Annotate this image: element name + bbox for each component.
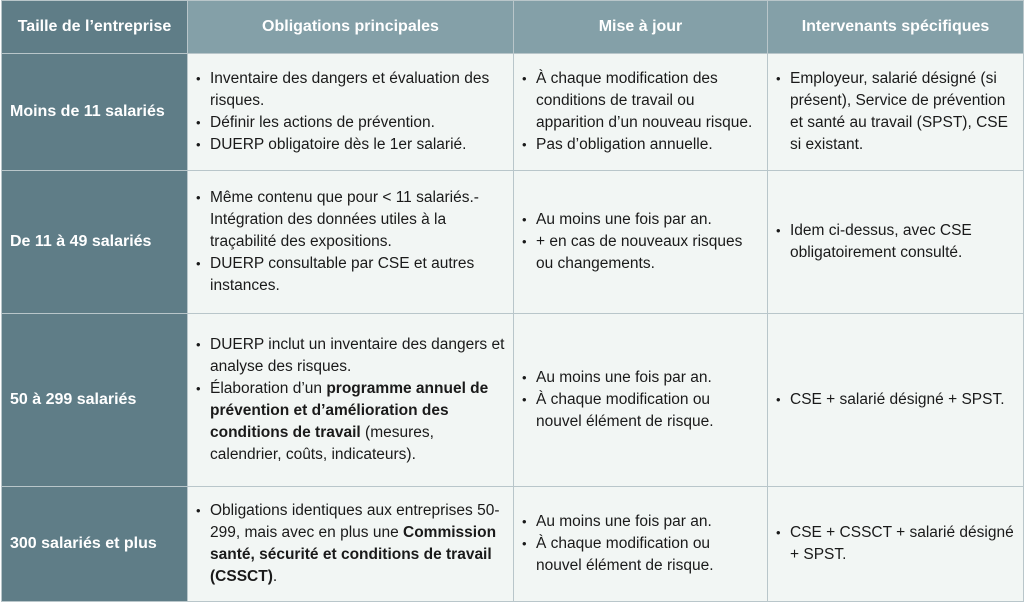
text-segment: . bbox=[272, 568, 278, 585]
cell-obligations bbox=[188, 171, 514, 314]
list-item bbox=[210, 378, 505, 466]
actors-list bbox=[768, 389, 1023, 411]
cell-update bbox=[514, 314, 768, 487]
list-item: • Idem ci-dessus, avec CSE obligatoirement consulté. bbox=[790, 220, 1015, 264]
bold-text: programme annuel de prévention et d’amélioration des conditions de travail bbox=[210, 380, 489, 441]
text-segment: DUERP obligatoire dès le 1er salarié. bbox=[210, 136, 467, 153]
cell-actors bbox=[768, 314, 1024, 487]
list-item bbox=[210, 187, 505, 253]
table-body bbox=[2, 54, 1024, 602]
text-segment: DUERP consultable par CSE et autres instances. bbox=[210, 255, 475, 294]
actors-list bbox=[768, 68, 1023, 156]
cell-actors bbox=[768, 54, 1024, 171]
table-row bbox=[2, 54, 1024, 171]
text-segment: (mesures, calendrier, coûts, indicateurs). bbox=[210, 424, 434, 463]
table-header bbox=[2, 1, 1024, 54]
obligations-list bbox=[188, 500, 513, 588]
text-segment: Définir les actions de prévention. bbox=[210, 114, 435, 131]
list-item: • Au moins une fois par an. bbox=[536, 367, 759, 389]
actors-list bbox=[768, 220, 1023, 264]
list-item bbox=[210, 134, 505, 156]
obligations-list bbox=[188, 68, 513, 156]
header-company-size: Taille de l’entreprise bbox=[2, 1, 188, 54]
table-row bbox=[2, 487, 1024, 602]
list-item bbox=[210, 334, 505, 378]
cell-update bbox=[514, 54, 768, 171]
list-item bbox=[210, 112, 505, 134]
actors-list bbox=[768, 522, 1023, 566]
update-list bbox=[514, 367, 767, 433]
header-specific-actors: Intervenants spécifiques bbox=[768, 1, 1024, 54]
list-item: • Au moins une fois par an. bbox=[536, 511, 759, 533]
obligations-list bbox=[188, 187, 513, 297]
obligations-list bbox=[188, 334, 513, 466]
list-item: • À chaque modification ou nouvel élément de risque. bbox=[536, 389, 759, 433]
update-list bbox=[514, 511, 767, 577]
list-item bbox=[210, 68, 505, 112]
list-item: • CSE + CSSCT + salarié désigné + SPST. bbox=[790, 522, 1015, 566]
row-company-size: De 11 à 49 salariés bbox=[2, 171, 188, 314]
obligations-table bbox=[1, 0, 1024, 602]
update-list bbox=[514, 209, 767, 275]
text-segment: Même contenu que pour < 11 salariés.- Intégration des données utiles à la traçabilité des expositions. bbox=[210, 189, 479, 250]
header-main-obligations: Obligations principales bbox=[188, 1, 514, 54]
list-item: • À chaque modification ou nouvel élément de risque. bbox=[536, 533, 759, 577]
header-update: Mise à jour bbox=[514, 1, 768, 54]
text-segment: DUERP inclut un inventaire des dangers et analyse des risques. bbox=[210, 336, 505, 375]
cell-update bbox=[514, 171, 768, 314]
list-item: • Employeur, salarié désigné (si présent), Service de prévention et santé au travail (SPST), CSE si existant. bbox=[790, 68, 1015, 156]
text-segment: Inventaire des dangers et évaluation des risques. bbox=[210, 70, 490, 109]
cell-actors bbox=[768, 171, 1024, 314]
list-item: • + en cas de nouveaux risques ou changements. bbox=[536, 231, 759, 275]
row-company-size: 50 à 299 salariés bbox=[2, 314, 188, 487]
cell-update bbox=[514, 487, 768, 602]
list-item: • CSE + salarié désigné + SPST. bbox=[790, 389, 1015, 411]
list-item bbox=[210, 500, 505, 588]
table-row bbox=[2, 171, 1024, 314]
cell-actors bbox=[768, 487, 1024, 602]
update-list bbox=[514, 68, 767, 156]
row-company-size: Moins de 11 salariés bbox=[2, 54, 188, 171]
list-item: • À chaque modification des conditions de travail ou apparition d’un nouveau risque. bbox=[536, 68, 759, 134]
bold-text: Commission santé, sécurité et conditions de travail (CSSCT) bbox=[210, 524, 497, 585]
header-row bbox=[2, 1, 1024, 54]
cell-obligations bbox=[188, 314, 514, 487]
text-segment: Élaboration d’un bbox=[210, 380, 327, 397]
row-company-size: 300 salariés et plus bbox=[2, 487, 188, 602]
table-row bbox=[2, 314, 1024, 487]
list-item bbox=[210, 253, 505, 297]
cell-obligations bbox=[188, 487, 514, 602]
list-item: • Au moins une fois par an. bbox=[536, 209, 759, 231]
cell-obligations bbox=[188, 54, 514, 171]
list-item: • Pas d’obligation annuelle. bbox=[536, 134, 759, 156]
text-segment: Obligations identiques aux entreprises 50-299, mais avec en plus une bbox=[210, 502, 500, 541]
